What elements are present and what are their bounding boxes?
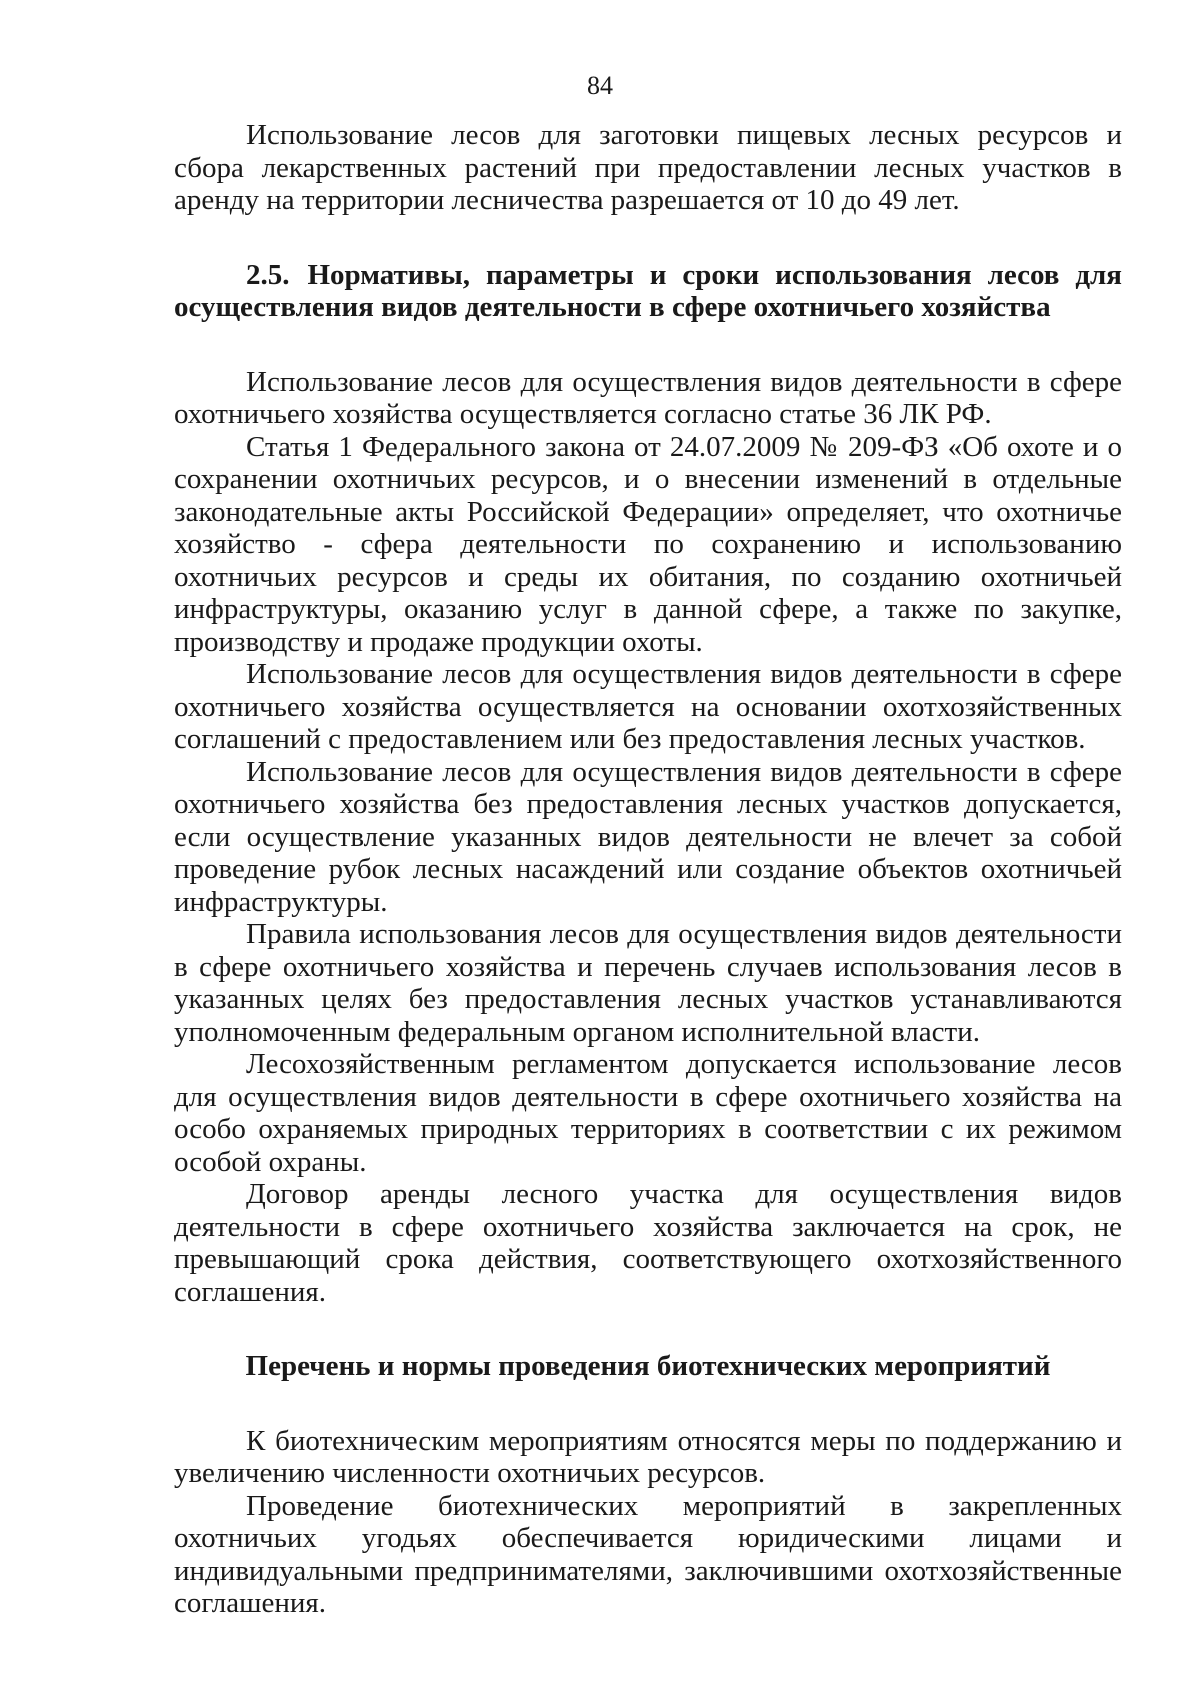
paragraph: К биотехническим мероприятиям относятся меры по поддержанию и увеличению численности охотничьих ресурсов.: [174, 1424, 1122, 1489]
paragraph: Проведение биотехнических мероприятий в закрепленных охотничьих угодьях обеспечивается юридическими лицами и индивидуальными предпринимателями, заключившими охотхозяйственные соглашения.: [174, 1489, 1122, 1619]
paragraph: Правила использования лесов для осуществления видов деятельности в сфере охотничьего хозяйства и перечень случаев использования лесов в указанных целях без предоставления лесных участков устанавливаются уполномоченным федеральным органом исполнительной власти.: [174, 918, 1122, 1048]
document-body: [174, 119, 1122, 1620]
paragraph: Использование лесов для заготовки пищевых лесных ресурсов и сбора лекарственных растений при предоставлении лесных участков в аренду на территории лесничества разрешается от 10 до 49 лет.: [174, 119, 1122, 216]
paragraph: Использование лесов для осуществления видов деятельности в сфере охотничьего хозяйства без предоставления лесных участков допускается, если осуществление указанных видов деятельности не влечет за собой проведение рубок лесных насаждений или создание объектов охотничьей инфраструктуры.: [174, 755, 1122, 918]
subsection-heading: Перечень и нормы проведения биотехнических мероприятий: [245, 1350, 1051, 1382]
section-number: 2.5.: [246, 258, 290, 291]
page-number: 84: [587, 71, 613, 100]
paragraph: Лесохозяйственным регламентом допускается использование лесов для осуществления видов деятельности в сфере охотничьего хозяйства на особо охраняемых природных территориях в соответствии с их режимом особой охраны.: [174, 1048, 1122, 1178]
section-title: Нормативы, параметры и сроки использования лесов для осуществления видов деятельности в сфере охотничьего хозяйства: [174, 258, 1122, 323]
paragraph: Статья 1 Федерального закона от 24.07.2009 № 209-ФЗ «Об охоте и о сохранении охотничьих ресурсов, и о внесении изменений в отдельные законодательные акты Российской Федерации» определяет, что охотничье хозяйство - сфера деятельности по сохранению и использованию охотничьих ресурсов и среды их обитания, по созданию охотничьей инфраструктуры, оказанию услуг в данной сфере, а также по закупке, производству и продаже продукции охоты.: [174, 430, 1122, 658]
paragraph: Договор аренды лесного участка для осуществления видов деятельности в сфере охотничьего хозяйства заключается на срок, не превышающий срока действия, соответствующего охотхозяйственного соглашения.: [174, 1178, 1122, 1308]
spacer: [174, 217, 1122, 259]
paragraph: Использование лесов для осуществления видов деятельности в сфере охотничьего хозяйства осуществляется согласно статье 36 ЛК РФ.: [174, 365, 1122, 430]
spacer: [174, 324, 1122, 366]
spacer: [174, 1383, 1122, 1425]
paragraph: Использование лесов для осуществления видов деятельности в сфере охотничьего хозяйства осуществляется на основании охотхозяйственных соглашений с предоставлением или без предоставления лесных участков.: [174, 658, 1122, 755]
section-heading: [174, 259, 1122, 324]
spacer: [174, 1308, 1122, 1350]
